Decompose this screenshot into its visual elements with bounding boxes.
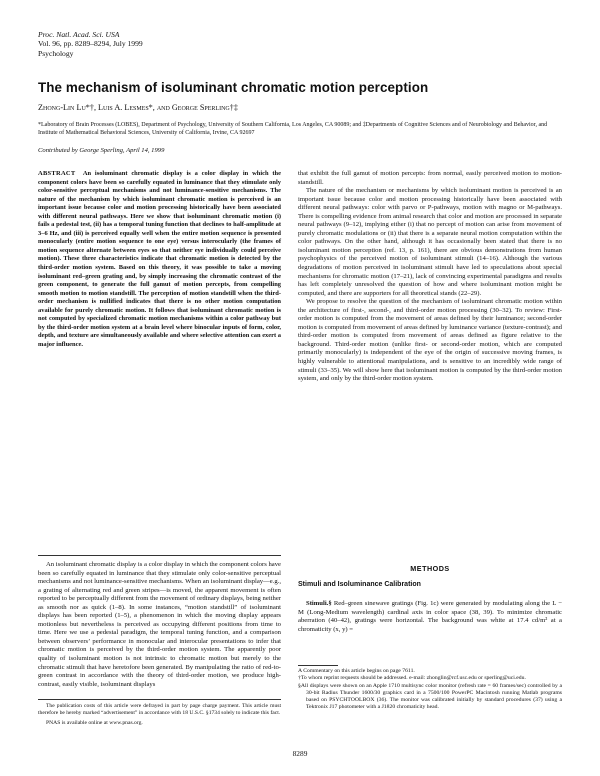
article-title: The mechanism of isoluminant chromatic motion perception: [38, 80, 429, 95]
affiliations: *Laboratory of Brain Processes (LOBES), Department of Psychology, University of Southern California, Los Angeles, CA 90089; and ‡Departments of Cognitive Sciences and of Neurobiology and Behavior, and Institute of Mathematical Behavioral Sciences, University of California, Irvine, CA 92697: [38, 122, 548, 136]
section-name: Psychology: [38, 48, 74, 58]
publication-notice: [38, 703, 281, 728]
right-column-body: [298, 170, 562, 384]
paragraph: We propose to resolve the question of the mechanism of isoluminant chromatic motion within the architecture of first-, second-, and third-order motion processing (30–32). To review: First-order motion is computed from the movement of areas defined by their luminance; second-order motion is computed from movement of areas defined by luminance variance (texture-contrast); and third-order motion is computed from movement of areas defined as figure relative to the background. Third-order motion (unlike first- or second-order motion, which are computed primarily monocularly) is independent of the eye of the origin of successive moving frames, is highly vulnerable to attentional manipulations, and is sensitive to an incredibly wide range of stimuli (33–35). We will show here that isoluminant motion is computed by the third-order motion system, and only by the third-order motion system.: [298, 298, 562, 383]
abstract-text: An isoluminant chromatic display is a color display in which the component colors have been so carefully equated in luminance that they stimulate only color-sensitive perceptual mechanisms and not luminance-sensitive mechanisms. The nature of the mechanism by which isoluminant chromatic motion is perceived is an important issue because color and motion processing historically have been associated with different neural pathways. Here we show that isoluminant chromatic motion (i) fails a pedestal test, (ii) has a temporal tuning function that declines to half-amplitude at 3–6 Hz, and (iii) is perceived equally well when the entire motion sequence is presented monocularly (entire motion sequence to one eye) versus interocularly (the frames of motion sequence alternate between eyes so that neither eye individually could perceive motion). These three characteristics indicate that chromatic motion is detected by the third-order motion system. Based on this theory, it was possible to take a moving isoluminant red–green grating and, by simply increasing the chromatic contrast of the green component, to generate the full gamut of motion percepts, from compelling smooth motion to motion standstill. The perception of motion standstill when the third-order mechanism is nullified indicates that there is no other motion computation available for purely chromatic motion. It follows that isoluminant chromatic motion is not computed by specialized chromatic motion mechanisms within a color pathway but by the third-order motion system at a brain level where binocular inputs of form, color, depth, and texture are simultaneously available and where selective attention can exert a major influence.: [38, 170, 281, 348]
stimuli-label: Stimuli.§: [306, 600, 332, 607]
author-list: Zhong-Lin Lu*†, Luis A. Lesmes*, and George Sperling†‡: [38, 103, 238, 112]
journal-name: Proc. Natl. Acad. Sci. USA: [38, 30, 120, 39]
abstract: [38, 170, 281, 349]
intro-paragraph: An isoluminant chromatic display is a color display in which the component colors have been so carefully equated in luminance that they stimulate only color-sensitive perceptual mechanisms and not luminance-sensitive mechanisms. When an isoluminant display—e.g., a grating of alternating red and green stripes—is moved, the apparent movement is often reported to be perceptually different from the movement of ordinary displays, being neither as smooth nor as quick (1–8). In some instances, “motion standstill” of isoluminant displays has been reported (1–5), a phenomenon in which the moving display appears motionless but nevertheless is perceived as occupying different positions from time to time. Here we use a pedestal paradigm, the temporal tuning function, and a comparison between observers’ performance in monocular and interocular presentations to infer that chromatic motion is perceived by the third-order motion system. The apparently poor quality of isoluminant motion is not intrinsic to chromatic motion but merely to the chromatic stimuli that have heretofore been generated. By manipulating the ratio of red-to-green contrast in accordance with the theory of third-order motion, we produce high-contrast, easily visible, isoluminant displays: [38, 561, 281, 688]
right-footnote-divider: [298, 665, 338, 666]
page-number: 8289: [292, 749, 308, 758]
footnote-divider: [38, 699, 281, 700]
abstract-divider: [38, 555, 281, 556]
paragraph: that exhibit the full gamut of motion percepts: from normal, easily perceived motion to motion-standstill.: [298, 170, 562, 186]
stimuli-text: Red–green sinewave gratings (Fig. 1c) were generated by modulating along the L − M (Long-Medium wavelength) cardinal axis in color space (38, 39). To minimize chromatic aberration (40–42), gratings were horizontal. The background was white at 17.4 cd/m² at a chromaticity (x, y) =: [298, 600, 562, 633]
stimuli-paragraph: [298, 600, 562, 634]
journal-header: [38, 30, 143, 58]
pnas-online-note: PNAS is available online at www.pnas.org.: [46, 720, 143, 727]
contributed-by: Contributed by George Sperling, April 14, 1999: [38, 147, 165, 154]
subsection-heading: Stimuli and Isoluminance Calibration: [298, 581, 421, 588]
footnote: §All displays were shown on an Apple 1710 multisync color monitor (refresh rate = 60 frames/sec) controlled by a 30-bit Radius Thunder 1600/30 graphics card in a 7500/100 PowerPC Macintosh running Matlab programs based on PSYCHTOOLBOX (36). The monitor was calibrated initially by standard procedures (37) using a Tektronix J17 photometer with a J1820 chromaticity head.: [298, 682, 562, 711]
footnote: A Commentary on this article begins on page 7611.: [298, 668, 415, 674]
volume-info: Vol. 96, pp. 8289–8294, July 1999: [38, 39, 143, 49]
footnotes: [298, 668, 562, 712]
abstract-label: ABSTRACT: [38, 170, 76, 177]
publication-costs-note: The publication costs of this article were defrayed in part by page charge payment. This article must therefore be hereby marked “advertisement” in accordance with 18 U.S.C. §1734 solely to indicate this fact.: [38, 703, 281, 717]
paragraph: The nature of the mechanism or mechanisms by which isoluminant motion is perceived is an important issue because color and motion processing historically have been associated with different neural pathways: color with parvo or P-pathways, motion with magno or M-pathways. There is compelling evidence from animal research that color and motion are processed in separate neural pathways (9–12), implying either (i) that no percept of motion can arise from movement of purely chromatic modulations or (ii) that there is a separate neural motion computation within the color pathways. On the other hand, although it has occasionally been stated that there is no isoluminant motion perception (ref. 13, p. 161), there are obvious demonstrations from human psychophysics of the perceived motion of isoluminant stimuli (14–16). Although the various degradations of motion perceived in isoluminant stimuli have led to speculations about special mechanisms for chromatic motion (17–21), lack of convincing experimental paradigms and results has left completely unresolved the question of how and where isoluminant motion might be computed, and there are supporters for all theoretical stands (22–29).: [298, 187, 562, 297]
footnote: †To whom reprint requests should be addressed. e-mail: zhonglin@rcf.usc.edu or sperling@uci.edu.: [298, 675, 526, 682]
methods-heading: METHODS: [410, 564, 450, 573]
